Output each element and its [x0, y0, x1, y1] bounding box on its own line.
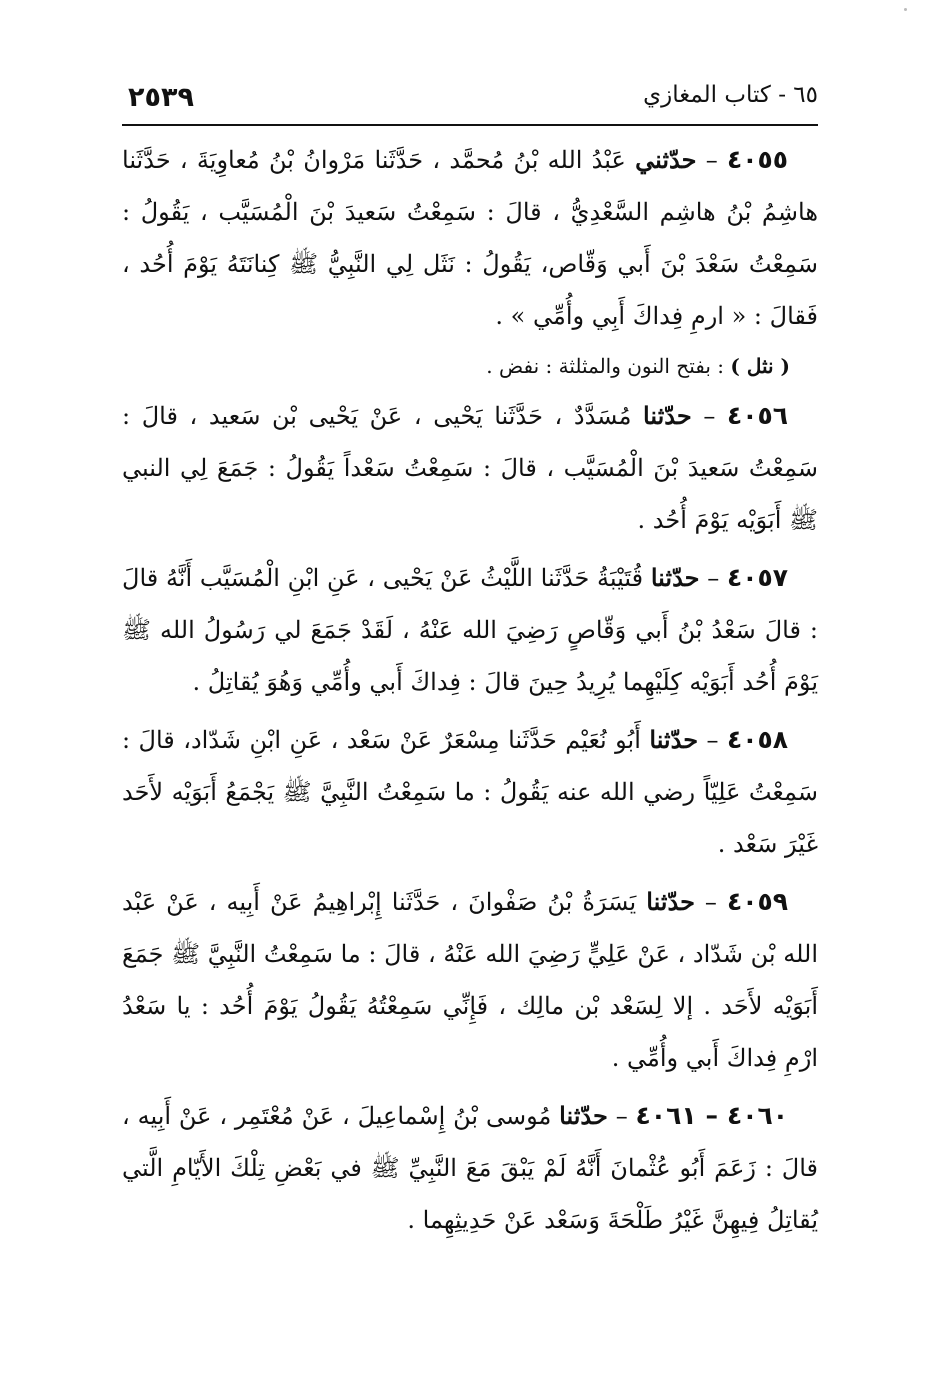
note-text: : بفتح النون والمثلثة : نفض . — [486, 354, 731, 378]
hadith-4060-4061 — [122, 1090, 818, 1246]
running-title: ٦٥ - كتاب المغازي — [643, 82, 818, 108]
hadith-separator: – — [699, 564, 727, 592]
hadith-number: ٤٠٥٥ — [726, 145, 788, 174]
hadith-number: ٤٠٥٦ — [726, 401, 788, 430]
hadith-text: أَبُو نُعَيْم حَدَّثَنا مِسْعَرٌ عَنْ سَعْد ، عَنِ ابْنِ شَدّاد، قالَ : سَمِعْتُ عَلِيّاً رضي الله عنه يَقُولُ : ما سَمِعْتُ النَّبِيَّ ﷺ يَجْمَعُ أَبَوَيْه لأَحَد غَيْرَ سَعْد . — [122, 726, 818, 858]
page-number: ٢٥٣٩ — [128, 82, 194, 113]
hadith-number: ٤٠٥٧ — [726, 563, 788, 592]
page-body — [122, 134, 818, 1246]
hadith-keyword: حدّثنا — [643, 401, 692, 430]
hadith-text: قُتَيْبَةُ حَدَّثَنا اللَّيْثُ عَنْ يَحْيى ، عَنِ ابْنِ الْمُسَيَّب أَنَّهُ قالَ : قالَ سَعْدُ بْنُ أَبي وَقّاصٍ رَضِيَ الله عَنْهُ ، لَقَدْ جَمَعَ لي رَسُولُ الله ﷺ يَوْمَ أُحُد أَبَوَيْه كِلَيْهِما يُرِيدُ حِينَ قالَ : فِداكَ أَبي وأُمِّي وَهُوَ يُقاتِلُ . — [122, 564, 818, 696]
hadith-keyword: حدّثنا — [650, 563, 700, 592]
hadith-4058 — [122, 714, 818, 870]
hadith-text: مُسَدَّدٌ ، حَدَّثَنا يَحْيى ، عَنْ يَحْيى بْن سَعيد ، قالَ : سَمِعْتُ سَعيدَ بْنَ الْمُسَيَّب ، قالَ : سَمِعْتُ سَعْداً يَقُولُ : جَمَعَ لِي النبي ﷺ أَبَوَيْه يَوْمَ أُحُد . — [122, 402, 818, 534]
hadith-4055 — [122, 134, 818, 342]
footnote — [122, 342, 818, 390]
hadith-text: مُوسى بْنُ إِسْماعِيلَ ، عَنْ مُعْتَمِر ، عَنْ أَبِيه ، قالَ : زَعَمَ أَبُو عُثْمانَ أَنَّهُ لَمْ يَبْقَ مَعَ النَّبِيِّ ﷺ في بَعْضِ تِلْكَ الأَيّامِ الَّتي يُقاتِلُ فِيهِنَّ غَيْرُ طَلْحَةَ وَسَعْد عَنْ حَدِيثِهِما . — [122, 1102, 818, 1234]
hadith-number: ٤٠٥٨ — [726, 725, 789, 754]
hadith-keyword: حدّثنا — [646, 887, 695, 916]
hadith-separator: – — [607, 1102, 636, 1130]
hadith-4056 — [122, 390, 818, 546]
hadith-separator: – — [696, 146, 727, 174]
hadith-number: ٤٠٦٠ – ٤٠٦١ — [635, 1101, 788, 1130]
hadith-separator: – — [691, 402, 727, 430]
scan-speck — [904, 8, 907, 11]
hadith-text: عَبْدُ الله بْنُ مُحمَّد ، حَدَّثَنا مَرْوانُ بْنُ مُعاوِيَةَ ، حَدَّثَنا هاشِمُ بْنُ هاشِم السَّعْدِيُّ ، قالَ : سَمِعْتُ سَعيدَ بْنَ الْمُسَيَّب ، يَقُولُ : سَمِعْتُ سَعْدَ بْنَ أَبي وَقّاص، يَقُولُ : نَثَل لِي النَّبِيُّ ﷺ كِنانَتَهُ يَوْمَ أُحُد ، فَقالَ : « ارمِ فِداكَ أَبِي وأُمِّي » . — [122, 146, 818, 330]
hadith-number: ٤٠٥٩ — [726, 887, 788, 916]
hadith-keyword: حدّثنا — [649, 725, 699, 754]
hadith-keyword: حدّثنا — [559, 1101, 608, 1130]
hadith-keyword: حدّثني — [635, 145, 697, 174]
hadith-4057 — [122, 552, 818, 708]
hadith-4059 — [122, 876, 818, 1084]
page-header — [122, 78, 818, 126]
hadith-separator: – — [698, 726, 727, 754]
note-term: ( نثل ) — [730, 354, 790, 378]
hadith-separator: – — [694, 888, 727, 916]
hadith-text: يَسَرَةُ بْنُ صَفْوانَ ، حَدَّثَنا إِبْراهِيمُ عَنْ أَبِيه ، عَنْ عَبْد الله بْن شَدّاد ، عَنْ عَلِيٍّ رَضِيَ الله عَنْهُ ، قالَ : ما سَمِعْتُ النَّبِيَّ ﷺ جَمَعَ أَبَوَيْه لأَحَد . إلا لِسَعْد بْن مالِك ، فَإِنِّي سَمِعْتُهُ يَقُولُ يَوْمَ أُحُد : يا سَعْدُ ارْمِ فِداكَ أَبي وأُمِّي . — [122, 888, 818, 1072]
